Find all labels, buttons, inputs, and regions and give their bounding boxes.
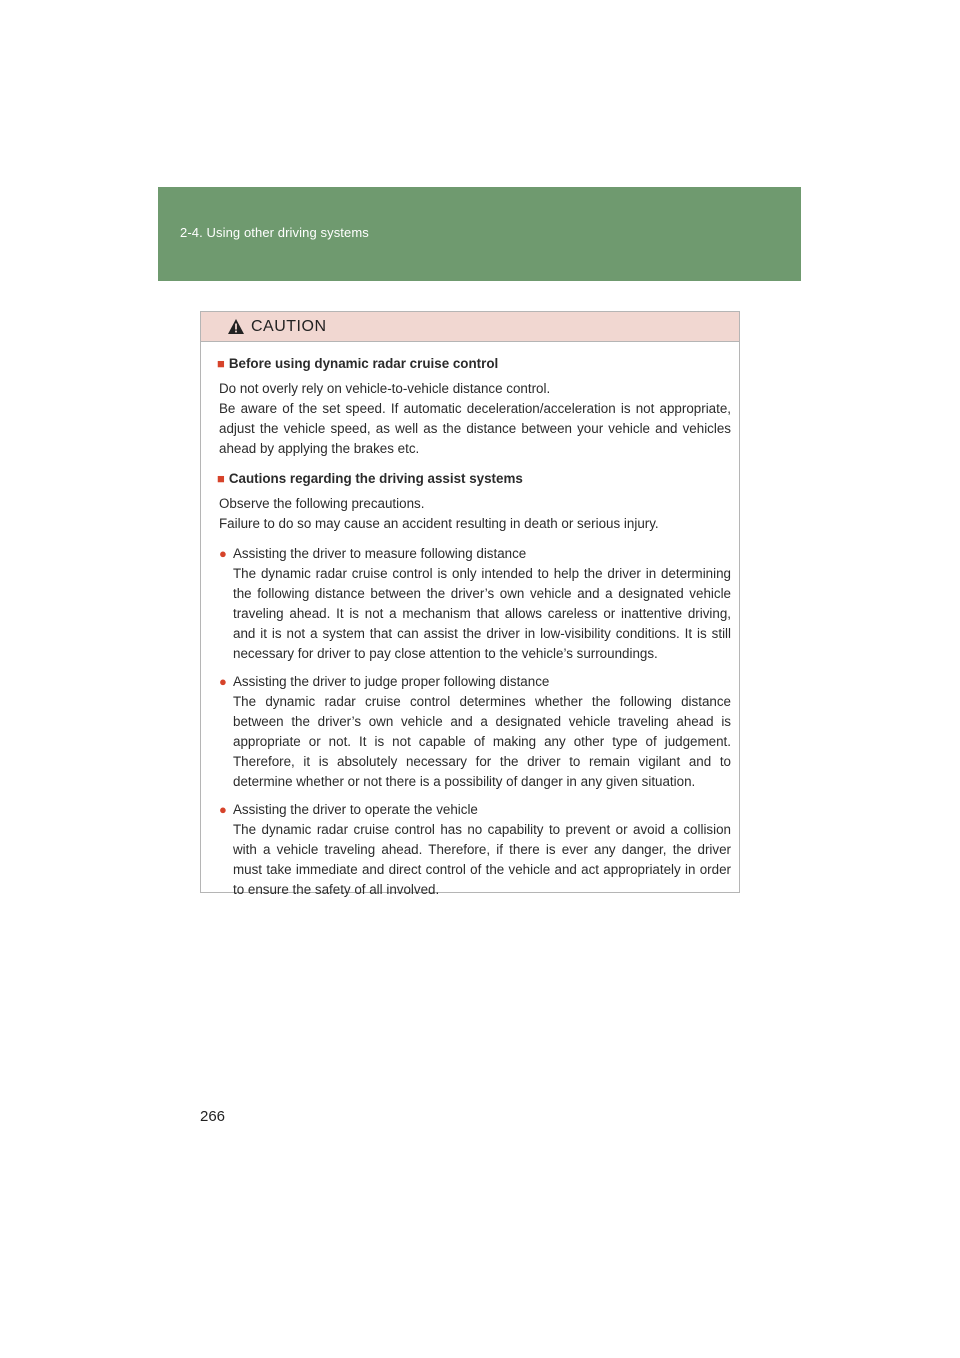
section-paragraphs <box>217 494 731 534</box>
caution-box <box>200 311 740 897</box>
caution-section-assist-systems <box>217 469 731 900</box>
section-heading: ■ Cautions regarding the driving assist systems <box>217 469 731 489</box>
caution-section-before-use <box>217 354 731 459</box>
page-number: 266 <box>200 1108 226 1125</box>
bullet-text: The dynamic radar cruise control has no capability to prevent or avoid a collision with a vehicle traveling ahead. Therefore, if there is ever any danger, the driver must take immediate and direct control of the vehicle and act appropriately in order to ensure the safety of all involved. <box>233 822 731 897</box>
paragraph: Observe the following precautions. <box>219 496 425 511</box>
bullet-text: The dynamic radar cruise control is only intended to help the driver in determining the following distance between the driver’s own vehicle and a designated vehicle traveling ahead. It is not a mechanism that allows careless or inattentive driving, and it is not a system that can assist the driver in low-visibility conditions. It is still necessary for driver to pay close attention to the vehicle’s surroundings. <box>233 566 731 661</box>
circle-bullet-icon: ● <box>219 674 227 689</box>
bullet-heading: Assisting the driver to measure following distance <box>233 546 527 561</box>
circle-bullet-icon: ● <box>219 802 227 817</box>
caution-header <box>201 312 739 342</box>
warning-triangle-icon <box>227 318 245 335</box>
section-title: 2-4. Using other driving systems <box>180 225 369 240</box>
section-header-band <box>158 187 801 281</box>
paragraph: Be aware of the set speed. If automatic deceleration/acceleration is not appropriate, adjust the vehicle speed, as well as the distance between your vehicle and vehicles ahead by applying the brakes etc. <box>219 401 731 456</box>
list-item <box>217 672 731 792</box>
square-bullet-icon: ■ <box>217 471 225 486</box>
paragraph: Do not overly rely on vehicle-to-vehicle distance control. <box>219 381 551 396</box>
caution-body <box>201 342 739 900</box>
bullet-heading: Assisting the driver to judge proper following distance <box>233 674 550 689</box>
list-item <box>217 800 731 900</box>
circle-bullet-icon: ● <box>219 546 227 561</box>
bullet-text: The dynamic radar cruise control determines whether the following distance between the driver’s own vehicle and a designated vehicle traveling ahead is appropriate or not. It is not capable of making any other type of judgement. Therefore, it is absolutely necessary for the driver to remain vigilant and to determine whether or not there is a possibility of danger in any given situation. <box>233 694 731 789</box>
bullet-heading: Assisting the driver to operate the vehicle <box>233 802 478 817</box>
paragraph: Failure to do so may cause an accident resulting in death or serious injury. <box>219 516 659 531</box>
square-bullet-icon: ■ <box>217 356 225 371</box>
section-heading: ■ Before using dynamic radar cruise control <box>217 354 731 374</box>
section-paragraphs <box>217 379 731 459</box>
list-item <box>217 544 731 664</box>
caution-label: CAUTION <box>251 317 327 335</box>
